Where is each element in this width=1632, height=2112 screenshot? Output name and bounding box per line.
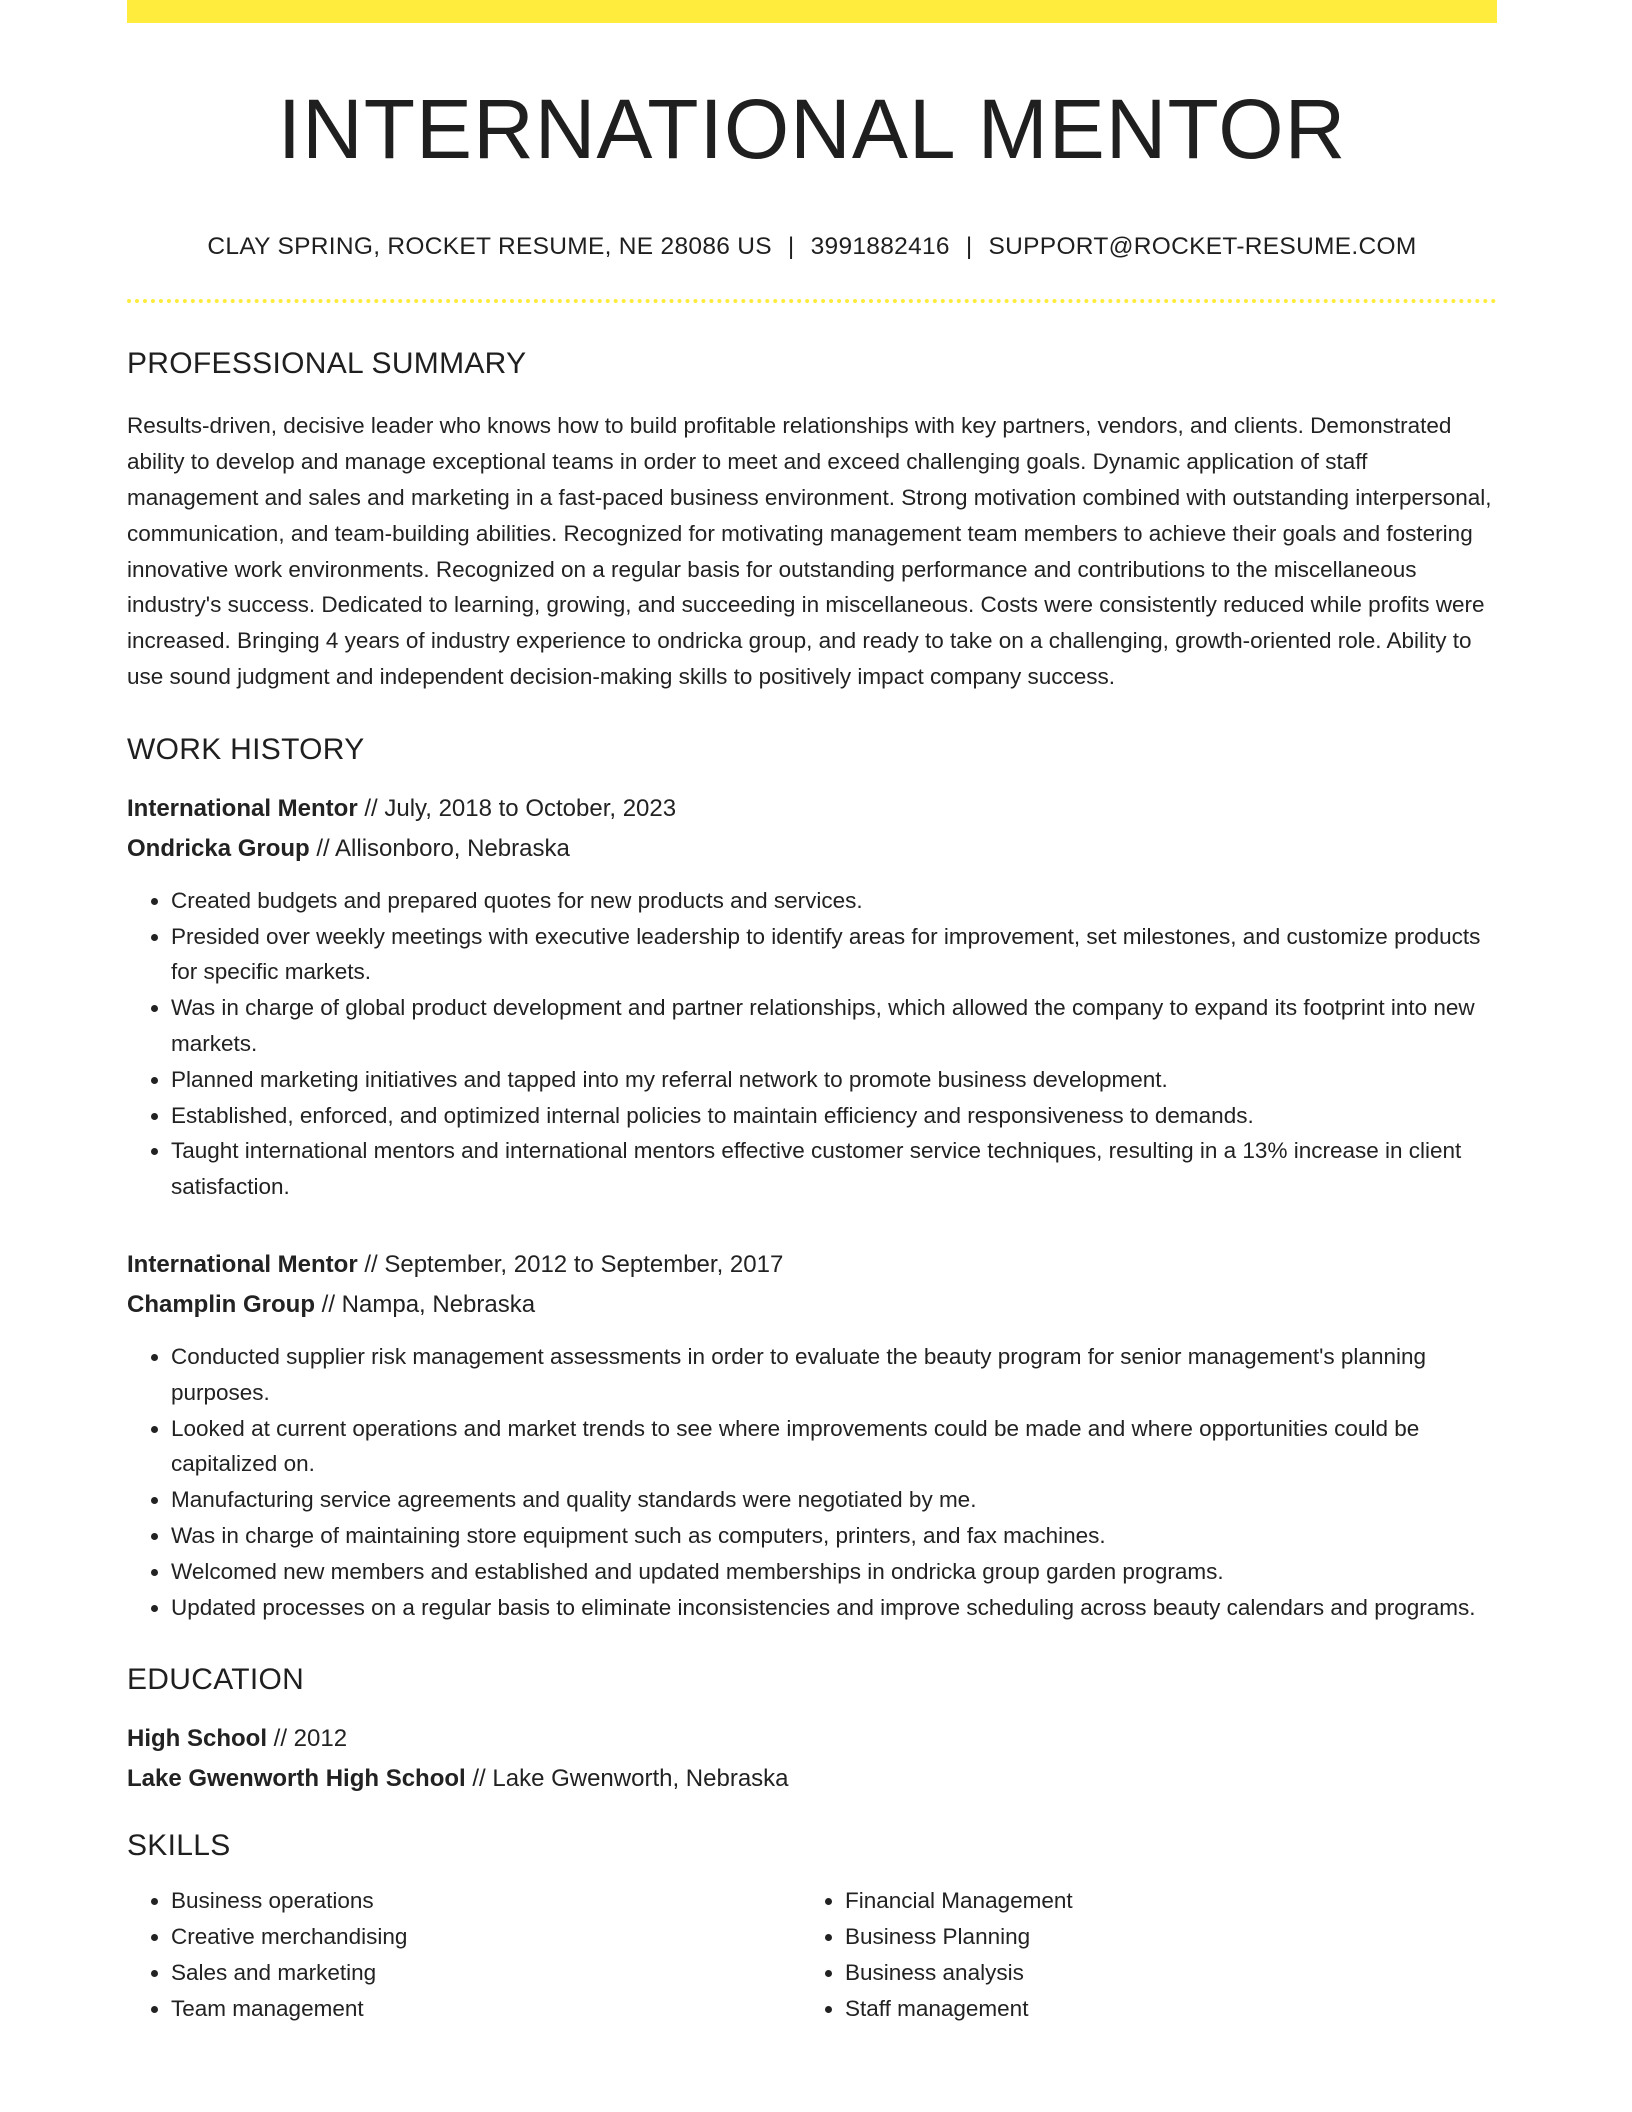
- list-item: • Conducted supplier risk management assessments in order to evaluate the beauty program for senior management's planning purposes.: [171, 1339, 1497, 1411]
- list-item: • Established, enforced, and optimized internal policies to maintain efficiency and responsiveness to demands.: [171, 1098, 1497, 1134]
- skill-item: • Sales and marketing: [171, 1955, 801, 1991]
- email-link[interactable]: SUPPORT@ROCKET-RESUME.COM: [988, 233, 1417, 261]
- job-location: // Allisonboro, Nebraska: [309, 834, 570, 862]
- skill-item: • Team management: [171, 1991, 801, 2027]
- education-year: // 2012: [267, 1725, 348, 1753]
- list-item: • Manufacturing service agreements and quality standards were negotiated by me.: [171, 1482, 1497, 1518]
- list-item: • Taught international mentors and international mentors effective customer service techniques, resulting in a 13% increase in client satisfaction.: [171, 1133, 1497, 1205]
- list-item: • Planned marketing initiatives and tapped into my referral network to promote business development.: [171, 1062, 1497, 1098]
- education-school: Lake Gwenworth High School: [127, 1765, 466, 1793]
- education-location: // Lake Gwenworth, Nebraska: [465, 1765, 789, 1793]
- job-bullets: [127, 1339, 1497, 1625]
- job-company-line: [127, 1285, 1497, 1325]
- education-school-line: [127, 1759, 1497, 1799]
- dotted-divider: [127, 299, 1497, 303]
- address-text: CLAY SPRING, ROCKET RESUME, NE 28086 US: [207, 233, 772, 261]
- skill-item: • Business Planning: [845, 1919, 1475, 1955]
- candidate-name: INTERNATIONAL MENTOR: [277, 82, 1347, 176]
- job-company: Ondricka Group: [127, 834, 310, 862]
- list-item: • Welcomed new members and established and updated memberships in ondricka group garden programs.: [171, 1554, 1497, 1590]
- contact-separator: |: [965, 233, 973, 261]
- contact-separator: |: [787, 233, 795, 261]
- job-dates: // July, 2018 to October, 2023: [357, 794, 677, 822]
- job-dates: // September, 2012 to September, 2017: [357, 1250, 784, 1278]
- job-role: International Mentor: [127, 794, 358, 822]
- skill-item: • Business operations: [171, 1883, 801, 1919]
- list-item: • Was in charge of maintaining store equipment such as computers, printers, and fax machines.: [171, 1518, 1497, 1554]
- education-heading: EDUCATION: [127, 1663, 305, 1697]
- job-company: Champlin Group: [127, 1290, 315, 1318]
- skill-item: • Financial Management: [845, 1883, 1475, 1919]
- job-bullets: [127, 883, 1497, 1205]
- summary-text: Results-driven, decisive leader who knows how to build profitable relationships with key partners, vendors, and clients. Demonstrated ability to develop and manage exceptional teams in order to meet and exceed challenging goals. Dynamic application of staff management and sales and marketing in a fast-paced business environment. Strong motivation combined with outstanding interpersonal, communication, and team-building abilities. Recognized for motivating management team members to achieve their goals and fostering innovative work environments. Recognized on a regular basis for outstanding performance and contributions to the miscellaneous industry's success. Dedicated to learning, growing, and succeeding in miscellaneous. Costs were consistently reduced while profits were increased. Bringing 4 years of industry experience to ondricka group, and ready to take on a challenging, growth-oriented role. Ability to use sound judgment and independent decision-making skills to positively impact company success.: [127, 413, 1492, 689]
- summary-heading: PROFESSIONAL SUMMARY: [127, 347, 527, 381]
- skill-item: • Staff management: [845, 1991, 1475, 2027]
- list-item: • Updated processes on a regular basis to eliminate inconsistencies and improve scheduling across beauty calendars and programs.: [171, 1590, 1497, 1626]
- job-entry: [127, 1245, 1497, 1625]
- job-entry: [127, 789, 1497, 1205]
- work-history-heading: WORK HISTORY: [127, 732, 365, 766]
- job-company-line: [127, 829, 1497, 869]
- list-item: • Looked at current operations and market trends to see where improvements could be made and where opportunities could be capitalized on.: [171, 1411, 1497, 1483]
- resume-page: [127, 0, 1497, 2027]
- list-item: • Presided over weekly meetings with executive leadership to identify areas for improvement, set milestones, and customize products for specific markets.: [171, 919, 1497, 991]
- skills-right-column: [801, 1883, 1475, 2026]
- education-degree: High School: [127, 1725, 267, 1753]
- contact-line: [127, 233, 1497, 261]
- job-role: International Mentor: [127, 1250, 358, 1278]
- phone-text: 3991882416: [810, 233, 950, 261]
- education-degree-line: [127, 1719, 1497, 1759]
- skills-columns: [127, 1883, 1497, 2026]
- job-title-line: [127, 1245, 1497, 1285]
- job-title-line: [127, 789, 1497, 829]
- list-item: • Created budgets and prepared quotes for new products and services.: [171, 883, 1497, 919]
- list-item: • Was in charge of global product development and partner relationships, which allowed the company to expand its footprint into new markets.: [171, 990, 1497, 1062]
- skills-heading: SKILLS: [127, 1829, 231, 1863]
- skill-item: • Creative merchandising: [171, 1919, 801, 1955]
- skill-item: • Business analysis: [845, 1955, 1475, 1991]
- accent-top-bar: [127, 0, 1497, 23]
- skills-left-column: [127, 1883, 801, 2026]
- job-location: // Nampa, Nebraska: [315, 1290, 536, 1318]
